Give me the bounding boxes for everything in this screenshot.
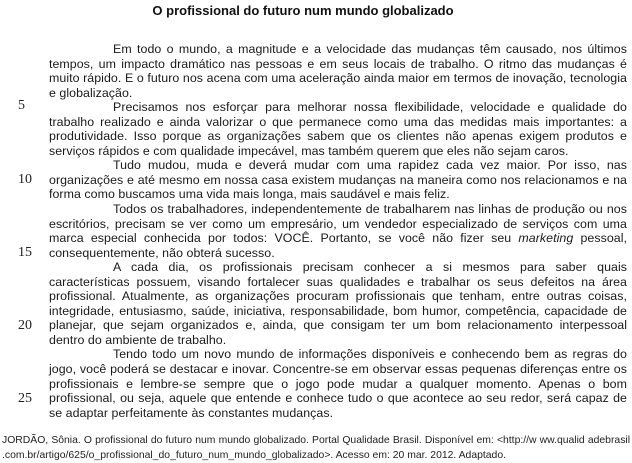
line-number-15: 15 — [18, 245, 32, 260]
paragraph-4-text-end: pessoal, consequentemente, não obterá sucesso. — [49, 231, 627, 260]
paragraph-6: Tendo todo um novo mundo de informações disponíveis e conhecendo bem as regras do jogo, você poderá se destacar e inovar. Concentre-se em observar essas pequenas diferenças entre os profissionais e lembre-se sempre que o jogo pode mudar a qualquer momento. Apenas o bom profissional, ou seja, aquele que entende e conhece tudo o que acontece ao seu redor, será capaz de se adaptar perfeitamente às constantes mudanças. — [49, 347, 627, 420]
line-number-10: 10 — [18, 172, 32, 187]
paragraph-1: Em todo o mundo, a magnitude e a velocidade das mudanças têm causado, nos últimos tempos, um impacto dramático nas pessoas e em seus locais de trabalho. O ritmo das mudanças é muito rápido. E o futuro nos acena com uma aceleração ainda maior em termos de inovação, tecnologia e globalização. — [49, 42, 627, 100]
line-number-20: 20 — [18, 318, 32, 333]
source-reference: JORDÃO, Sônia. O profissional do futuro num mundo globalizado. Portal Qualidade Brasil. Disponível em: <http://w ww.qualid adebrasil .com.br/artigo/625/o_profissional_do_futuro_num_mundo_globalizado>. Acesso em: 20 mar. 2012. Adaptado. — [2, 435, 630, 461]
paragraph-4-italic-term: marketing — [518, 231, 574, 246]
line-number-25: 25 — [18, 391, 32, 406]
document-title: O profissional do futuro num mundo globalizado — [152, 3, 454, 18]
paragraph-4-text-start: Todos os trabalhadores, independentemente de trabalharem nas linhas de produção ou nos escritórios, precisam se ver como um empresário, um vendedor especializado de serviços com uma marca especial conhecida por todos: VOCÊ. Portanto, se você não fizer seu — [49, 202, 627, 246]
paragraph-2: Precisamos nos esforçar para melhorar nossa flexibilidade, velocidade e qualidade do trabalho realizado e ainda valorizar o que permanece como uma das medidas mais importantes: a produtividade. Isso porque as organizações sabem que os clientes não apenas exigem produtos e serviços rápidos e com qualidade impecável, mas também querem que eles não sejam caros. — [49, 100, 627, 158]
paragraph-4 — [49, 202, 627, 260]
article-body — [49, 42, 627, 420]
paragraph-3: Tudo mudou, muda e deverá mudar com uma rapidez cada vez maior. Por isso, nas organizações e até mesmo em nossa casa existem mudanças na maneira como nos relacionamos e na forma como buscamos uma vida mais longa, mais saudável e mais feliz. — [49, 158, 627, 202]
line-number-5: 5 — [18, 98, 25, 113]
paragraph-5: A cada dia, os profissionais precisam conhecer a si mesmos para saber quais características possuem, visando fortalecer suas qualidades e trabalhar os seus defeitos na área profissional. Atualmente, as organizações procuram profissionais que tenham, entre outras coisas, integridade, entusiasmo, saúde, iniciativa, responsabilidade, bom humor, competência, capacidade de planejar, que sejam organizados e, ainda, que consigam ter um bom relacionamento interpessoal dentro do ambiente de trabalho. — [49, 260, 627, 347]
